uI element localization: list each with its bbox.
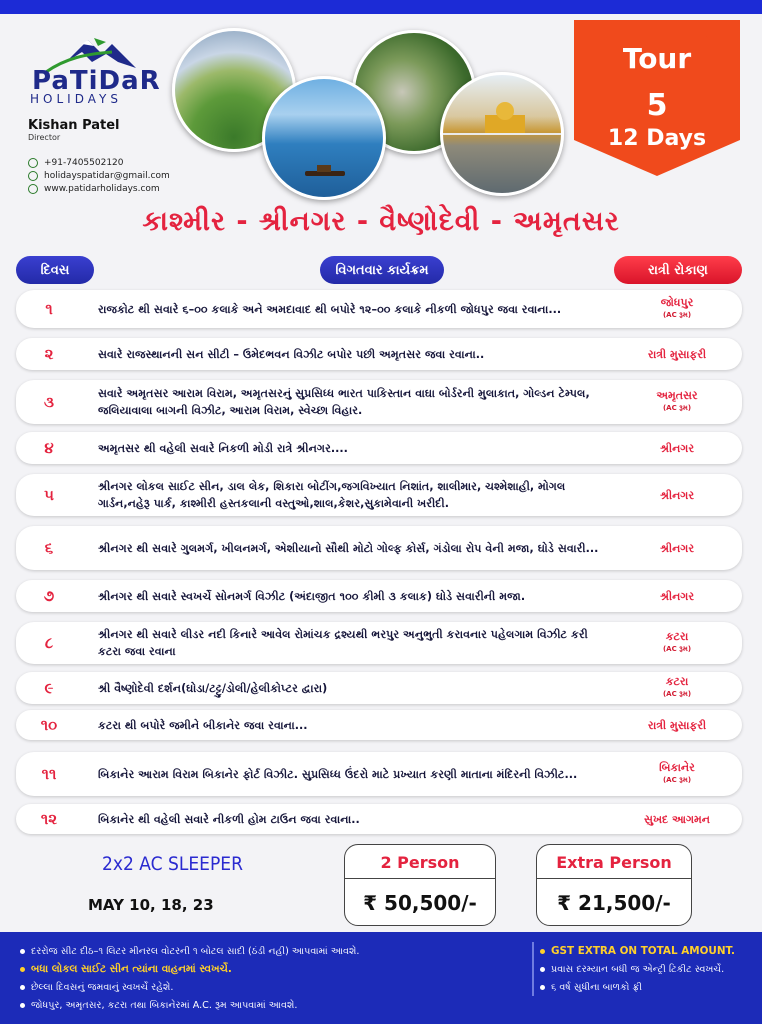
tour-label: Tour — [622, 42, 692, 75]
stay-place: શ્રીનગર — [659, 589, 695, 603]
note-text: છેલ્લા દિવસનું જમવાનું સ્વખર્ચે રહેશે. — [31, 981, 174, 993]
bullet-icon — [540, 967, 545, 972]
footer-left-notes — [20, 942, 520, 1014]
photo-dal-lake — [262, 76, 386, 200]
day-description: બિકાનેર થી વહેલી સવારે નીકળી હોમ ટાઉન જવા રવાના.. — [98, 812, 360, 826]
night-stay — [618, 622, 736, 664]
itinerary-row — [16, 710, 742, 740]
day-description: શ્રીનગર થી સવારે સ્વખર્ચે સોનમર્ગ વિઝીટ (અંદાજીત ૧૦૦ કીમી ૩ કલાક) ઘોડે સવારીની મજા. — [98, 589, 526, 603]
itinerary-row — [16, 474, 742, 516]
bullet-icon — [540, 949, 545, 954]
day-description: શ્રીનગર લોકલ સાઈટ સીન, ડાલ લેક, શિકારા બોટીંગ,જગવિખ્યાત નિશાંત, શાલીમાર, ચશ્મેશાહી, મોગલ ગાર્ડન,નહેરૂ પાર્ક, કાશ્મીરી હસ્તકલાની વસ્તુઓ,શાલ,કેશર,સુકામેવાની ખરીદી. — [98, 480, 566, 510]
note-item — [540, 942, 758, 960]
stay-place: સુખદ આગમન — [644, 812, 710, 826]
itinerary-row — [16, 290, 742, 328]
bullet-icon — [20, 1003, 25, 1008]
note-item — [20, 960, 520, 978]
stay-place: શ્રીનગર — [659, 541, 695, 555]
price-value: ₹ 21,500/- — [557, 891, 671, 915]
footer-right-notes — [532, 942, 758, 996]
night-stay — [618, 380, 736, 424]
itinerary-row — [16, 622, 742, 664]
stay-note: (AC રૂમ) — [662, 311, 692, 319]
day-description: સવારે રાજસ્થાનની સન સીટી – ઉમેદભવન વિઝીટ બપોર પછી અમૃતસર જવા રવાના.. — [98, 347, 485, 361]
night-stay — [618, 580, 736, 612]
departure-dates: MAY 10, 18, 23 — [88, 896, 214, 914]
tour-days: 12 Days — [607, 126, 707, 151]
night-stay — [618, 526, 736, 570]
night-stay — [618, 804, 736, 834]
bullet-icon — [20, 949, 25, 954]
itinerary-row — [16, 672, 742, 704]
day-description: શ્રી વૈષ્ણોદેવી દર્શન(ઘોડા/ટટ્ટુ/ડોલી/હેલીકોપ્ટર દ્વારા) — [98, 681, 328, 695]
column-header-stay: રાત્રી રોકાણ — [614, 256, 742, 284]
day-description: બિકાનેર આરામ વિરામ બિકાનેર ફોર્ટ વિઝીટ. સુપ્રસિધ્ધ ઉંદરો માટે પ્રખ્યાત કરણી માતાના મંદિરની વિઝીટ... — [98, 767, 578, 781]
stay-note: (AC રૂમ) — [662, 690, 692, 698]
note-text: જોધપુર, અમૃતસર, કટરા તથા બિકાનેરમાં A.C. રૂમ આપવામાં આવશે. — [31, 999, 298, 1011]
itinerary-row — [16, 338, 742, 370]
stay-place: જોધપુર — [660, 296, 694, 309]
day-description: અમૃતસર થી વહેલી સવારે નિકળી મોડી રાત્રે શ્રીનગર.... — [98, 441, 348, 455]
day-number: ૫ — [44, 486, 54, 504]
whatsapp-icon — [28, 158, 38, 168]
note-text: બધા લોકલ સાઈટ સીન ત્યાંના વાહનમાં સ્વખર્ચે. — [31, 962, 232, 975]
contact-card — [28, 118, 170, 195]
note-text: પ્રવાસ દરમ્યાન બધી જ એન્ટ્રી ટિકીટ સ્વખર્ચે. — [551, 963, 725, 975]
globe-icon — [28, 184, 38, 194]
day-number: ૧૧ — [41, 765, 57, 783]
day-number: ૨ — [44, 345, 54, 363]
day-number: ૯ — [44, 679, 54, 697]
day-number: ૪ — [44, 439, 54, 457]
brand-subtitle: HOLIDAYS — [30, 92, 122, 106]
day-description: શ્રીનગર થી સવારે લીડર નદી કિનારે આવેલ રોમાંચક દ્રશ્યથી ભરપુર અનુભુતી કરાવનાર પહેલગામ વિઝીટ કરી કટરા જવા રવાના — [98, 628, 588, 658]
email-line — [28, 169, 170, 182]
day-number: ૧૨ — [40, 810, 58, 828]
note-item — [20, 996, 520, 1014]
day-description: શ્રીનગર થી સવારે ગુલમર્ગ, ખીલનમર્ગ, એશીયાનો સૌથી મોટો ગોલ્ફ કોર્સ, ગંડોલા રોપ વેની મજા, ઘોડે સવારી... — [98, 541, 599, 555]
itinerary-row — [16, 526, 742, 570]
contact-name: Kishan Patel — [28, 118, 120, 133]
itinerary-row — [16, 380, 742, 424]
note-item — [540, 960, 758, 978]
itinerary-row — [16, 804, 742, 834]
day-number: ૩ — [44, 393, 54, 411]
note-text: ૬ વર્ષ સુધીના બાળકો ફ્રી — [551, 981, 642, 993]
day-number: ૭ — [43, 587, 55, 605]
note-text: GST EXTRA ON TOTAL AMOUNT. — [551, 945, 736, 957]
itinerary-row — [16, 580, 742, 612]
price-divider — [537, 878, 691, 879]
note-item — [20, 978, 520, 996]
brand-name: PaTiDaR — [32, 66, 161, 96]
stay-note: (AC રૂમ) — [662, 404, 692, 412]
top-bar — [0, 0, 762, 14]
transport-type: 2x2 AC SLEEPER — [102, 853, 243, 875]
note-item — [20, 942, 520, 960]
night-stay — [618, 474, 736, 516]
tour-number: 5 — [646, 88, 668, 123]
night-stay — [618, 432, 736, 464]
email-icon — [28, 171, 38, 181]
stay-place: કટરા — [665, 630, 689, 643]
day-number: ૧૦ — [40, 716, 58, 734]
night-stay — [618, 290, 736, 328]
stay-place: શ્રીનગર — [659, 441, 695, 455]
footer-notes — [0, 932, 762, 1024]
day-number: ૬ — [44, 539, 54, 557]
contact-role: Director — [28, 133, 61, 142]
stay-place: બિકાનેર — [659, 761, 695, 774]
day-description: રાજકોટ થી સવારે ૬–૦૦ કલાકે અને અમદાવાદ થી બપોરે ૧૨–૦૦ કલાકે નીકળી જોધપુર જવા રવાના... — [98, 302, 562, 316]
email-address[interactable]: holidayspatidar@gmail.com — [44, 170, 170, 181]
photo-golden-temple — [440, 72, 564, 196]
stay-note: (AC રૂમ) — [662, 776, 692, 784]
stay-place: કટરા — [665, 675, 689, 688]
stay-place: રાત્રી મુસાફરી — [647, 718, 707, 732]
price-value: ₹ 50,500/- — [363, 891, 477, 915]
column-header-program: વિગતવાર કાર્યક્રમ — [320, 256, 444, 284]
bullet-icon — [20, 967, 25, 972]
price-divider — [345, 878, 495, 879]
page-title: કાશ્મીર - શ્રીનગર - વૈષ્ણોદેવી - અમૃતસર — [142, 206, 620, 237]
day-description: સવારે અમૃતસર આરામ વિરામ, અમૃતસરનું સુપ્રસિધ્ધ ભારત પાકિસ્તાન વાઘા બોર્ડરની મુલાકાત, ગોલ્ડન ટેમ્પલ, જલિયાવાલા બાગની વિઝીટ, આરામ વિરામ, સ્વેચ્છા વિહાર. — [98, 387, 590, 417]
day-number: ૧ — [45, 300, 53, 318]
stay-place: રાત્રી મુસાફરી — [647, 347, 707, 361]
tour-badge — [574, 20, 740, 176]
price-box-two-person — [344, 844, 496, 926]
day-description: કટરા થી બપોરે જમીને બીકાનેર જવા રવાના... — [98, 718, 308, 732]
phone-number[interactable]: +91-7405502120 — [44, 157, 124, 168]
night-stay — [618, 752, 736, 796]
bullet-icon — [20, 985, 25, 990]
day-number: ૮ — [44, 634, 54, 652]
night-stay — [618, 710, 736, 740]
phone-line — [28, 156, 170, 169]
night-stay — [618, 338, 736, 370]
price-label: 2 Person — [380, 853, 460, 872]
itinerary-row — [16, 432, 742, 464]
price-box-extra-person — [536, 844, 692, 926]
bullet-icon — [540, 985, 545, 990]
column-header-day: દિવસ — [16, 256, 94, 284]
itinerary-row — [16, 752, 742, 796]
stay-place: અમૃતસર — [656, 389, 698, 402]
night-stay — [618, 672, 736, 704]
stay-place: શ્રીનગર — [659, 488, 695, 502]
website-line — [28, 182, 170, 195]
price-label: Extra Person — [556, 853, 672, 872]
note-text: દરરોજ સીટ દીઠ–૧ લિટર મીનરલ વોટરની ૧ બોટલ સાદી (ઠંડી નહી) આપવામાં આવશે. — [31, 945, 360, 957]
note-item — [540, 978, 758, 996]
stay-note: (AC રૂમ) — [662, 645, 692, 653]
website-url[interactable]: www.patidarholidays.com — [44, 183, 160, 194]
